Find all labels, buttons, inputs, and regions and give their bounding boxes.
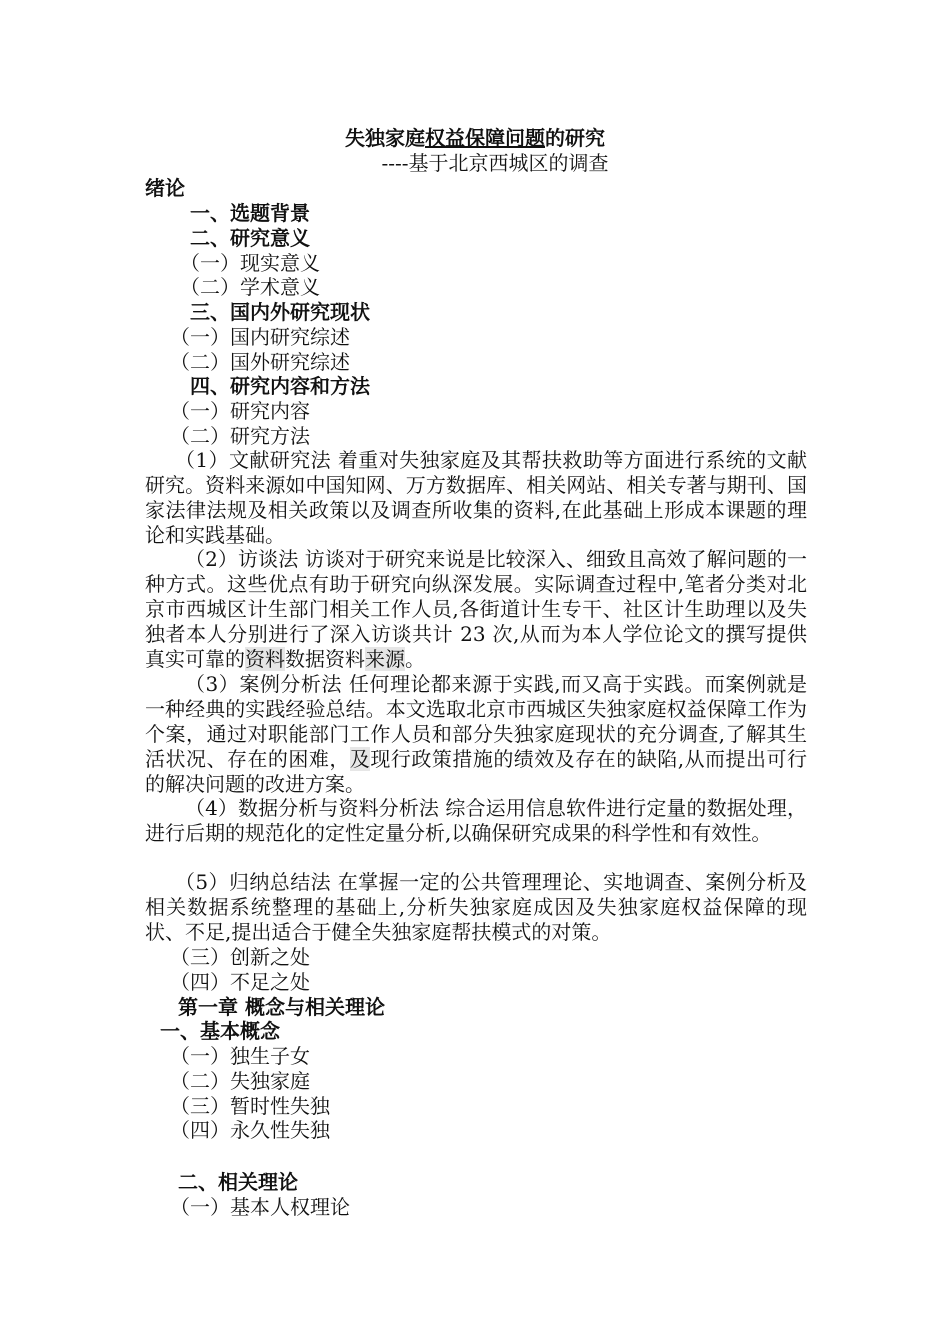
paragraph-literature-method: （1）文献研究法 着重对失独家庭及其帮扶救助等方面进行系统的文献研究。资料来源如中国知网、万方数据库、相关网站、相关专著与期刊、国家法律法规及相关政策以及调查所收集的资料,在此基础上形成本课题的理论和实践基础。 bbox=[145, 448, 807, 547]
heading-topic-background: 一、选题背景 bbox=[190, 201, 310, 225]
subheading-temporary-loss: （三）暂时性失独 bbox=[170, 1094, 330, 1118]
interview-highlight-2: 来源 bbox=[365, 647, 405, 671]
subheading-limitations: （四）不足之处 bbox=[170, 970, 310, 994]
subheading-research-methods: （二）研究方法 bbox=[170, 424, 310, 448]
heading-chapter-1: 第一章 概念与相关理论 bbox=[178, 995, 385, 1019]
subheading-only-child: （一）独生子女 bbox=[170, 1044, 310, 1068]
interview-text-mid: 数据资料 bbox=[285, 647, 365, 671]
case-text: （3）案例分析法 任何理论都来源于实践,而又高于实践。而案例就是一种经典的实践经验总结。本文选取北京市西城区失独家庭权益保障工作为个案，通过对职能部门工作人员和部分失独家庭现状的充分调查,了解其生活状况、存在的困难， bbox=[145, 672, 807, 771]
title-suffix: 的研究 bbox=[545, 126, 605, 150]
heading-related-theories: 二、相关理论 bbox=[178, 1170, 298, 1194]
paragraph-case-analysis-method bbox=[145, 672, 807, 797]
title-underlined: 权益保障问题 bbox=[425, 126, 545, 150]
paragraph-summary-method: （5）归纳总结法 在掌握一定的公共管理理论、实地调查、案例分析及相关数据系统整理的基础上,分析失独家庭成因及失独家庭权益保障的现状、不足,提出适合于健全失独家庭帮扶模式的对策。 bbox=[145, 870, 807, 944]
document-subtitle: ----基于北京西城区的调查 bbox=[381, 151, 609, 175]
case-text-end: 现行政策措施的绩效及存在的缺陷,从而提出可行的解决问题的改进方案。 bbox=[145, 747, 808, 796]
subheading-permanent-loss: （四）永久性失独 bbox=[170, 1118, 330, 1142]
interview-text-end: 。 bbox=[405, 647, 425, 671]
subheading-practical-significance: （一）现实意义 bbox=[180, 251, 320, 275]
paragraph-interview-method bbox=[145, 547, 807, 672]
heading-content-and-methods: 四、研究内容和方法 bbox=[190, 374, 370, 398]
case-highlight: 及 bbox=[349, 747, 371, 771]
subheading-bereaved-family: （二）失独家庭 bbox=[170, 1069, 310, 1093]
subheading-foreign-review: （二）国外研究综述 bbox=[170, 350, 350, 374]
subheading-innovations: （三）创新之处 bbox=[170, 945, 310, 969]
heading-research-status: 三、国内外研究现状 bbox=[190, 300, 370, 324]
subheading-research-content: （一）研究内容 bbox=[170, 399, 310, 423]
paragraph-data-analysis-method: （4）数据分析与资料分析法 综合运用信息软件进行定量的数据处理，进行后期的规范化的定性定量分析,以确保研究成果的科学性和有效性。 bbox=[145, 796, 807, 845]
heading-research-significance: 二、研究意义 bbox=[190, 226, 310, 250]
document-title bbox=[0, 126, 950, 150]
subheading-academic-significance: （二）学术意义 bbox=[180, 275, 320, 299]
heading-basic-concepts: 一、基本概念 bbox=[160, 1019, 280, 1043]
heading-intro: 绪论 bbox=[145, 176, 185, 200]
subheading-domestic-review: （一）国内研究综述 bbox=[170, 325, 350, 349]
interview-text: （2）访谈法 访谈对于研究来说是比较深入、细致且高效了解问题的一种方式。这些优点有助于研究向纵深发展。实际调查过程中,笔者分类对北京市西城区计生部门相关工作人员,各街道计生专干、社区计生助理以及失独者本人分别进行了深入访谈共计 23 次,从而为本人学位论文的撰写提供真实可靠的 bbox=[145, 547, 807, 671]
subheading-human-rights-theory: （一）基本人权理论 bbox=[170, 1195, 350, 1219]
interview-highlight-1: 资料 bbox=[245, 647, 285, 671]
title-prefix: 失独家庭 bbox=[345, 126, 425, 150]
